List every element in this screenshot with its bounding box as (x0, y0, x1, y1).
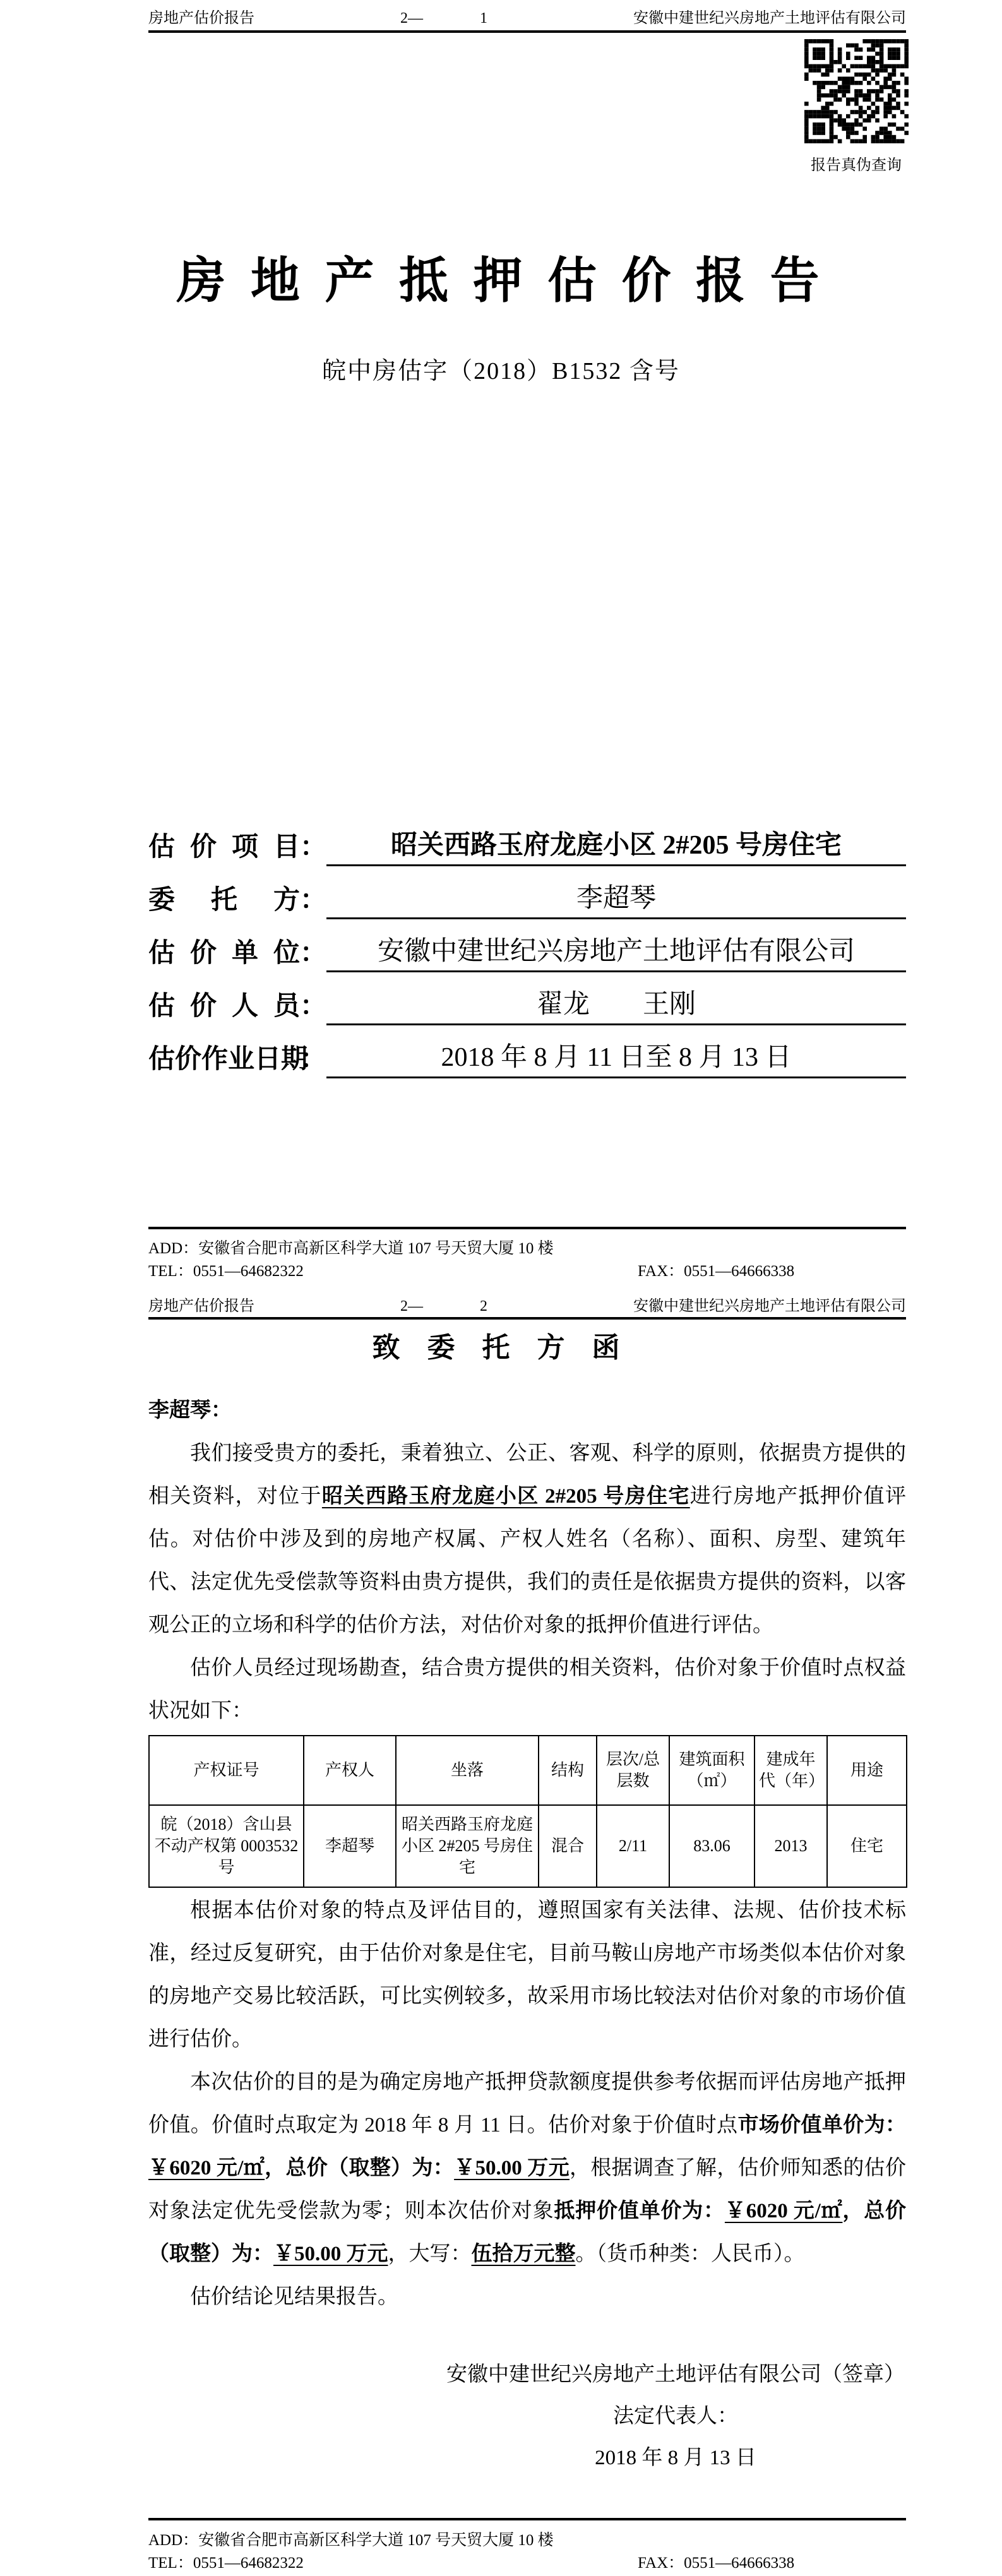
appraisal-table (148, 1735, 907, 1888)
table-header-row (149, 1736, 907, 1805)
cover-form (148, 813, 906, 1078)
header-cell-year: 建成年代（年） (754, 1736, 827, 1805)
paragraph-3: 根据本估价对象的特点及评估目的，遵照国家有关法律、法规、估价技术标准，经过反复研究，由于估价对象是住宅，目前马鞍山房地产市场类似本估价对象的房地产交易比较活跃，可比实例较多，故采用市场比较法对估价对象的市场价值进行估价。 (148, 1899, 906, 2051)
paragraph-2: 估价人员经过现场勘查，结合贵方提供的相关资料，估价对象于价值时点权益状况如下： (148, 1657, 906, 1722)
cell-structure: 混合 (539, 1805, 597, 1887)
header-divider (148, 1317, 906, 1320)
field-row-project (148, 813, 906, 866)
header-page-mark: 2— (400, 1298, 423, 1315)
field-label: 估价人员 (148, 992, 300, 1021)
report-title: 房 地 产 抵 押 估 价 报 告 (176, 253, 826, 308)
field-row-client (148, 866, 906, 919)
cell-cert-no: 皖（2018）含山县不动产权第 0003532 号 (149, 1805, 304, 1887)
text-run: 我们接受贵方的委托，秉着独立、公正、客观、科学的原则，依据贵方提供的相关资料，对位于 (148, 1442, 906, 1508)
qr-block (803, 39, 909, 174)
footer-contact-row (148, 1261, 906, 1282)
field-colon: ： (300, 992, 327, 1021)
field-colon: ： (300, 886, 327, 915)
text-run-total-price: ￥50.00 万元 (273, 2243, 388, 2265)
salutation: 李超琴： (148, 1399, 232, 1422)
qr-label: 报告真伪查询 (811, 157, 902, 174)
text-run-property-name: 昭关西路玉府龙庭小区 2#205 号房住宅 (321, 1485, 690, 1508)
text-run-unit-price: ￥6020 元/㎡ (724, 2200, 843, 2222)
footer-tel: TEL：0551—64682322 (148, 1263, 304, 1280)
cell-floor: 2/11 (597, 1805, 669, 1887)
footer-address: ADD：安徽省合肥市高新区科学大道 107 号天贸大厦 10 楼 (148, 2532, 554, 2549)
footer-fax: FAX：0551—64666338 (638, 2555, 795, 2572)
field-value: 安徽中建世纪兴房地产土地评估有限公司 (326, 930, 906, 972)
field-label: 委托方 (148, 886, 300, 915)
report-number: 皖中房估字（2018）B1532 含号 (322, 358, 680, 385)
header-cell-use: 用途 (827, 1736, 907, 1805)
footer-fax: FAX：0551—64666338 (638, 1263, 795, 1280)
text-run: 。（货币种类：人民币）。 (575, 2243, 805, 2265)
text-run-total-price-label: ，总价（取整）为： (265, 2157, 455, 2179)
header-cell-floor: 层次/总层数 (597, 1736, 669, 1805)
footer-contact-row (148, 2553, 906, 2573)
cell-owner: 李超琴 (304, 1805, 396, 1887)
field-row-work-date (148, 1025, 906, 1078)
header-page-num: 2 (480, 1298, 487, 1315)
header-company: 安徽中建世纪兴房地产土地评估有限公司 (633, 1298, 906, 1315)
header-cell-area: 建筑面积（㎡） (669, 1736, 754, 1805)
header-doc-type: 房地产估价报告 (148, 10, 254, 27)
header-page-number (400, 1297, 487, 1316)
paragraph-1 (148, 1432, 906, 1647)
field-colon: ： (300, 833, 327, 862)
cell-use: 住宅 (827, 1805, 907, 1887)
paragraph-4 (148, 2061, 906, 2275)
qr-code (804, 39, 909, 143)
header-page-number (400, 9, 487, 28)
footer-divider (148, 2518, 906, 2520)
header-cell-location: 坐落 (396, 1736, 539, 1805)
text-run: 本次估价的目的是为确定房地产抵押贷款额度提供参考依据而评估房地产抵押价值。价值时点取定为 2018 年 8 月 11 日。估价对象于价值时点 (148, 2071, 906, 2137)
header-page-mark: 2— (400, 10, 423, 27)
text-run-total-price-label: ，总价（取整）为： (148, 2200, 907, 2265)
header-cell-structure: 结构 (539, 1736, 597, 1805)
signature-date: 2018 年 8 月 13 日 (595, 2447, 756, 2469)
field-label: 估价项目 (148, 833, 300, 862)
footer-tel: TEL：0551—64682322 (148, 2555, 304, 2572)
table-row (149, 1805, 907, 1887)
header-company: 安徽中建世纪兴房地产土地评估有限公司 (633, 10, 906, 27)
paragraph-5: 估价结论见结果报告。 (190, 2286, 398, 2308)
field-colon: ： (300, 1045, 327, 1074)
text-run-price-in-words: 伍拾万元整 (471, 2243, 576, 2265)
text-run: ，大写： (388, 2243, 472, 2265)
signature-legal-rep: 法定代表人： (613, 2405, 738, 2428)
field-value: 李超琴 (326, 877, 906, 919)
header-cell-owner: 产权人 (304, 1736, 396, 1805)
signature-block (445, 2354, 906, 2479)
text-run: 进行房地产抵押价值评估。对估价中涉及到的房地产权属、产权人姓名（名称）、面积、房型、建筑年代、法定优先受偿款等资料由贵方提供，我们的责任是依据贵方提供的资料，以客观公正的立场和科学的估价方法，对估价对象的抵押价值进行评估。 (148, 1485, 907, 1637)
page2-running-header (148, 1297, 906, 1316)
text-run-market-unit-price-label: 市场价值单价为： (737, 2114, 907, 2137)
footer-address: ADD：安徽省合肥市高新区科学大道 107 号天贸大厦 10 楼 (148, 1240, 554, 1257)
text-run-unit-price: ￥6020 元/㎡ (148, 2157, 265, 2179)
page-2-letter (0, 1288, 1002, 2576)
header-doc-type: 房地产估价报告 (148, 1298, 254, 1315)
field-row-appraisers (148, 972, 906, 1025)
letter-body (148, 1389, 906, 2479)
cell-area: 83.06 (669, 1805, 754, 1887)
field-value: 翟龙 王刚 (326, 983, 906, 1025)
signature-company: 安徽中建世纪兴房地产土地评估有限公司（签章） (446, 2363, 905, 2386)
field-row-agency (148, 919, 906, 972)
header-page-num: 1 (480, 10, 487, 27)
header-divider (148, 30, 906, 33)
field-value: 昭关西路玉府龙庭小区 2#205 号房住宅 (326, 824, 906, 866)
text-run-total-price: ￥50.00 万元 (454, 2157, 570, 2179)
letter-title: 致 委 托 方 函 (372, 1332, 630, 1363)
field-colon: ： (300, 939, 327, 968)
cell-year: 2013 (754, 1805, 827, 1887)
footer-divider (148, 1227, 906, 1229)
field-label: 估价作业日期 (148, 1045, 308, 1074)
text-run-mortgage-unit-price-label: 抵押价值单价为： (554, 2200, 725, 2222)
cell-location: 昭关西路玉府龙庭小区 2#205 号房住宅 (396, 1805, 539, 1887)
page1-running-header (148, 9, 906, 28)
field-label: 估价单位 (148, 939, 300, 968)
header-cell-cert-no: 产权证号 (149, 1736, 304, 1805)
field-value: 2018 年 8 月 11 日至 8 月 13 日 (326, 1036, 906, 1078)
text-run: ，根据调查了解，估价师知悉的估价对象法定优先受偿款为零；则本次估价对象 (148, 2157, 907, 2222)
